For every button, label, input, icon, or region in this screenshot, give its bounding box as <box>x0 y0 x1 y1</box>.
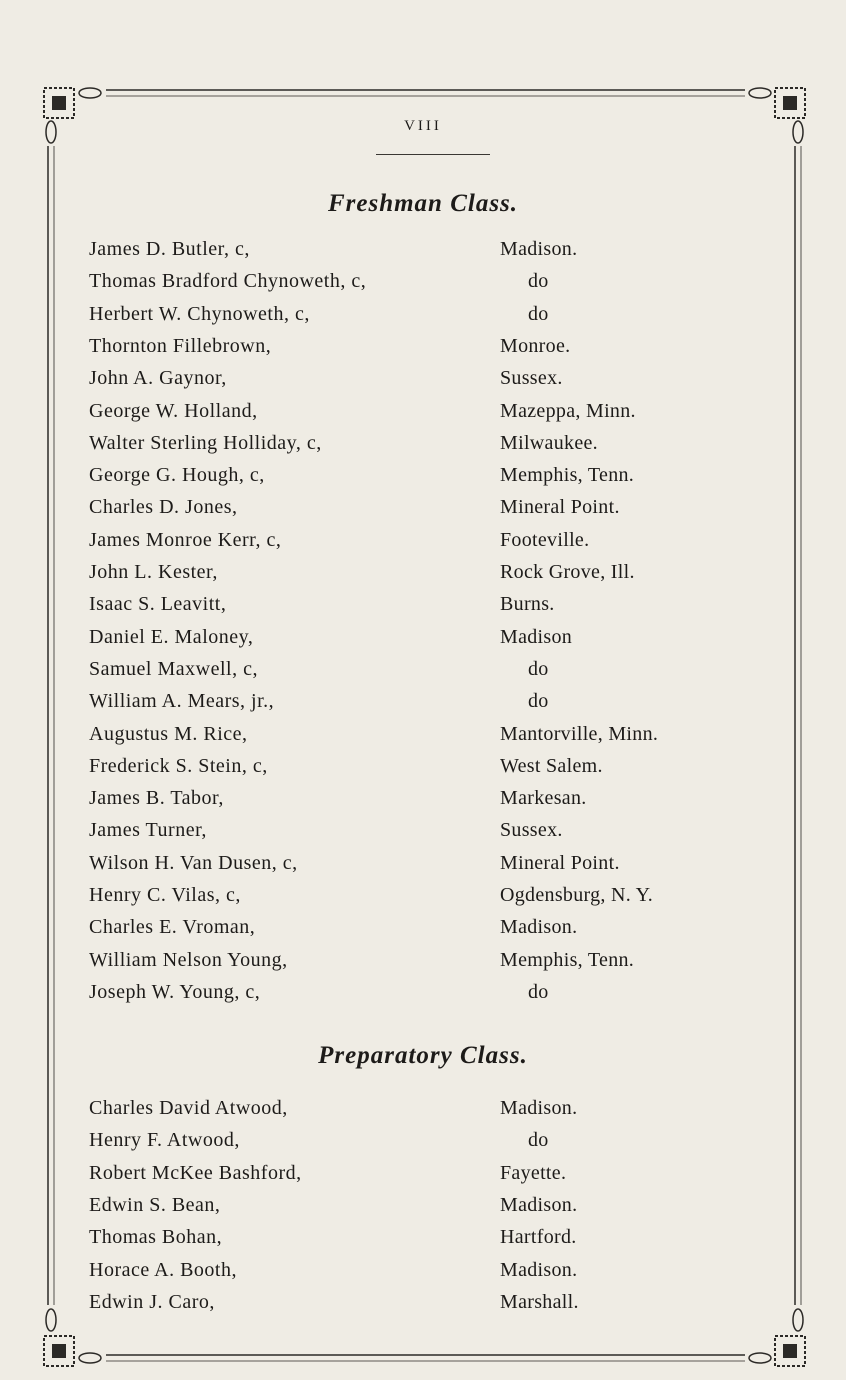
student-row <box>0 1190 846 1221</box>
student-name: Isaac S. Leavitt, <box>89 593 227 616</box>
student-residence: Madison. <box>500 1258 578 1281</box>
freshman-heading: Freshman Class. <box>327 190 519 217</box>
student-name: Herbert W. Chynoweth, c, <box>89 302 310 325</box>
student-row <box>0 654 846 685</box>
student-row <box>0 1158 846 1189</box>
student-row <box>0 299 846 330</box>
student-name: Daniel E. Maloney, <box>89 625 254 648</box>
student-residence: do <box>528 270 549 293</box>
student-row <box>0 622 846 653</box>
student-name: Augustus M. Rice, <box>89 722 248 745</box>
student-residence: Memphis, Tenn. <box>500 464 635 487</box>
student-name: Thornton Fillebrown, <box>89 334 272 357</box>
student-row <box>0 912 846 943</box>
student-name: Henry F. Atwood, <box>89 1129 240 1152</box>
student-name: James Monroe Kerr, c, <box>89 528 282 551</box>
student-row <box>0 977 846 1008</box>
student-name: Horace A. Booth, <box>89 1258 237 1281</box>
student-name: Thomas Bradford Chynoweth, c, <box>89 270 367 293</box>
student-row <box>0 428 846 459</box>
student-residence: Milwaukee. <box>500 431 598 454</box>
student-residence: Madison. <box>500 1097 578 1119</box>
student-row <box>0 1222 846 1253</box>
student-residence: Sussex. <box>500 367 563 390</box>
student-residence: Madison <box>500 625 573 648</box>
student-name: Wilson H. Van Dusen, c, <box>89 851 298 874</box>
student-residence: Mantorville, Minn. <box>500 722 659 745</box>
student-name: Walter Sterling Holliday, c, <box>89 431 322 454</box>
student-row <box>0 460 846 491</box>
student-name: James D. Butler, c, <box>89 238 250 260</box>
student-row <box>0 266 846 297</box>
student-residence: Ogdensburg, N. Y. <box>500 884 654 906</box>
student-row <box>0 331 846 362</box>
student-row <box>0 751 846 782</box>
student-name: William Nelson Young, <box>89 948 288 971</box>
student-row <box>0 492 846 523</box>
student-residence: Fayette. <box>500 1161 567 1184</box>
student-name: Edwin J. Caro, <box>89 1290 215 1313</box>
student-residence: Monroe. <box>500 334 571 357</box>
student-row <box>0 719 846 750</box>
student-name: Frederick S. Stein, c, <box>89 754 268 777</box>
student-residence: Mineral Point. <box>500 851 620 874</box>
student-residence: do <box>528 657 549 680</box>
student-row <box>0 1125 846 1156</box>
student-name: Robert McKee Bashford, <box>89 1161 302 1184</box>
student-name: John A. Gaynor, <box>89 367 227 390</box>
student-residence: Memphis, Tenn. <box>500 948 635 971</box>
student-name: Henry C. Vilas, c, <box>89 884 241 906</box>
student-residence: Burns. <box>500 593 555 616</box>
student-row <box>0 945 846 976</box>
student-name: Thomas Bohan, <box>89 1226 223 1249</box>
student-name: Charles David Atwood, <box>89 1097 288 1119</box>
student-residence: Madison. <box>500 1193 578 1216</box>
student-name: George G. Hough, c, <box>89 464 265 487</box>
student-residence: Marshall. <box>500 1290 579 1313</box>
student-residence: do <box>528 980 549 1003</box>
student-name: Charles E. Vroman, <box>89 916 256 939</box>
student-residence: Madison. <box>500 916 578 939</box>
student-row <box>0 525 846 556</box>
student-name: James B. Tabor, <box>89 787 224 810</box>
student-row <box>0 848 846 879</box>
student-residence: do <box>528 690 549 713</box>
student-residence: Footeville. <box>500 528 590 551</box>
student-name: Samuel Maxwell, c, <box>89 657 258 680</box>
student-residence: Madison. <box>500 238 578 260</box>
page-number: VIII <box>404 118 442 134</box>
preparatory-heading: Preparatory Class. <box>318 1042 528 1069</box>
student-residence: do <box>528 1129 549 1152</box>
student-row <box>0 1287 846 1318</box>
student-row <box>0 1255 846 1286</box>
student-residence: West Salem. <box>500 754 603 777</box>
student-residence: do <box>528 302 549 325</box>
student-residence: Hartford. <box>500 1226 577 1249</box>
student-residence: Sussex. <box>500 819 563 842</box>
student-row <box>0 1093 846 1124</box>
student-name: John L. Kester, <box>89 561 218 583</box>
student-row <box>0 783 846 814</box>
student-row <box>0 815 846 846</box>
student-name: Edwin S. Bean, <box>89 1193 221 1216</box>
student-name: William A. Mears, jr., <box>89 690 275 713</box>
student-row <box>0 234 846 265</box>
student-name: Charles D. Jones, <box>89 496 238 519</box>
student-row <box>0 557 846 588</box>
student-residence: Mineral Point. <box>500 496 620 519</box>
student-row <box>0 396 846 427</box>
student-row <box>0 589 846 620</box>
student-row <box>0 880 846 911</box>
student-name: George W. Holland, <box>89 399 258 422</box>
student-residence: Mazeppa, Minn. <box>500 399 636 422</box>
student-residence: Rock Grove, Ill. <box>500 561 635 583</box>
student-row <box>0 686 846 717</box>
header-rule <box>376 154 490 155</box>
student-row <box>0 363 846 394</box>
student-residence: Markesan. <box>500 787 587 810</box>
student-name: James Turner, <box>89 819 207 842</box>
student-name: Joseph W. Young, c, <box>89 980 261 1003</box>
